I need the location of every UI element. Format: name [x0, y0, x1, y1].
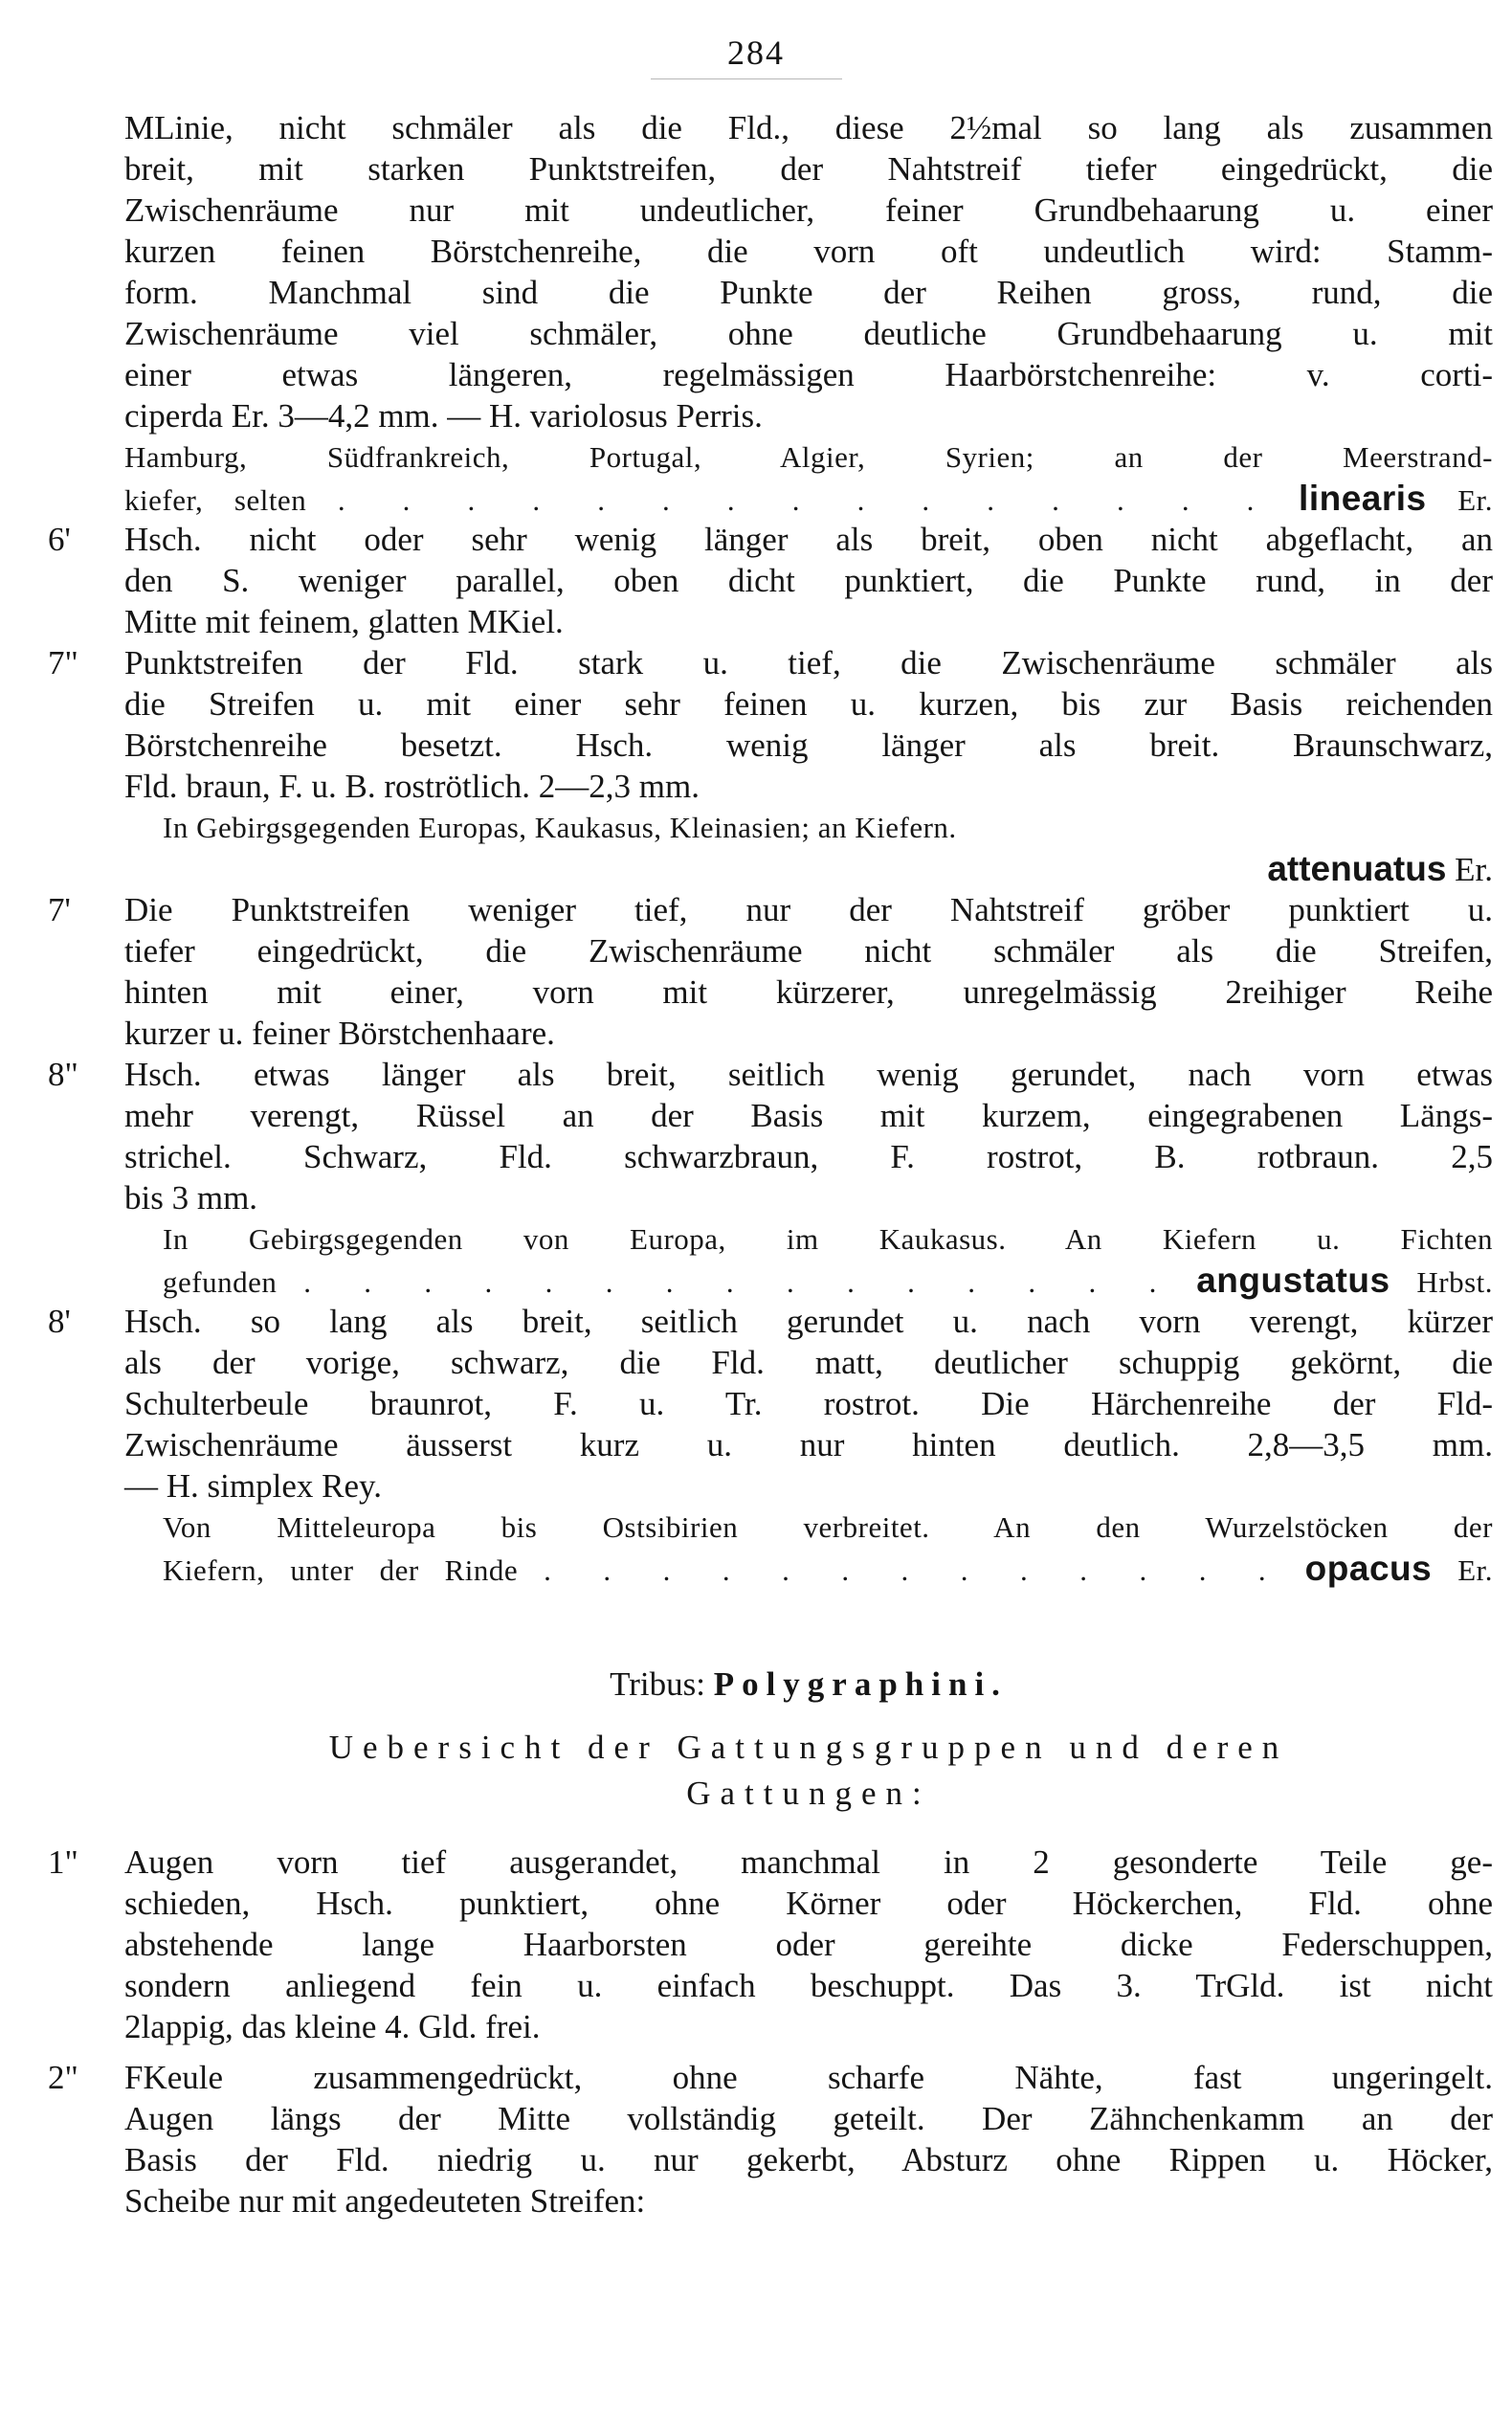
- couplet-key: 8": [48, 1056, 78, 1093]
- text-line: ciperda Er. 3—4,2 mm. — H. variolosus Perris.: [124, 397, 763, 435]
- locality-note: In Gebirgsgegenden von Europa, im Kaukasus. An Kiefern u. Fichten: [163, 1222, 1493, 1256]
- text-line: 7" Punktstreifen der Fld. stark u. tief, die Zwischenräume schmäler als: [48, 644, 1493, 681]
- species-author: Er.: [1455, 851, 1493, 888]
- tribus-label: Tribus:: [610, 1665, 705, 1703]
- text-line: Zwischenräume viel schmäler, ohne deutliche Grundbehaarung u. mit: [124, 315, 1493, 352]
- locality-note: kiefer, selten: [124, 483, 307, 517]
- tribus-name: Polygraphini.: [713, 1665, 1008, 1703]
- text-line: abstehende lange Haarborsten oder gereihte dicke Federschuppen,: [124, 1926, 1493, 1963]
- couplet-key: 2": [48, 2059, 78, 2096]
- species-author: Er.: [1457, 1553, 1494, 1587]
- species-name: opacus: [1304, 1549, 1433, 1588]
- locality-note: Von Mitteleuropa bis Ostsibirien verbreitet. An den Wurzelstöcken der: [163, 1510, 1493, 1544]
- couplet-key: 7': [48, 891, 71, 928]
- couplet-7b: [48, 889, 1493, 1054]
- text-line: mehr verengt, Rüssel an der Basis mit kurzem, eingegrabenen Längs-: [124, 1097, 1493, 1134]
- text-line: — H. simplex Rey.: [124, 1467, 382, 1505]
- page-number: 284: [727, 33, 785, 72]
- leader-dots: . . . . . . . . . . . . .: [544, 1553, 1279, 1587]
- text-line: 2" FKeule zusammengedrückt, ohne scharfe Nähte, fast ungeringelt.: [48, 2059, 1493, 2096]
- continuation-paragraph: [124, 107, 1493, 519]
- text-line: Fld. braun, F. u. B. roströtlich. 2—2,3 mm.: [124, 768, 700, 805]
- text-line: Basis der Fld. niedrig u. nur gekerbt, Absturz ohne Rippen u. Höcker,: [124, 2141, 1493, 2178]
- overview-heading: Uebersicht der Gattungsgruppen und deren: [328, 1729, 1289, 1766]
- couplet-key: 8': [48, 1303, 71, 1340]
- text-line: schieden, Hsch. punktiert, ohne Körner oder Höckerchen, Fld. ohne: [124, 1885, 1493, 1922]
- text-line: kurzen feinen Börstchenreihe, die vorn oft undeutlich wird: Stamm-: [124, 233, 1493, 270]
- text-line: als der vorige, schwarz, die Fld. matt, deutlicher schuppig gekörnt, die: [124, 1344, 1493, 1381]
- species-line: [163, 1548, 1493, 1589]
- overview-heading: Gattungen:: [686, 1775, 931, 1812]
- species-line: [124, 478, 1493, 519]
- text-line: Börstchenreihe besetzt. Hsch. wenig länger als breit. Braunschwarz,: [124, 726, 1493, 764]
- header-rule: [651, 78, 842, 79]
- text-line: 2lappig, das kleine 4. Gld. frei.: [124, 2008, 541, 2045]
- couplet-8b: [48, 1301, 1494, 1589]
- locality-note: gefunden: [163, 1265, 278, 1299]
- text-line: Mitte mit feinem, glatten MKiel.: [124, 603, 564, 640]
- species-name: linearis: [1299, 479, 1427, 518]
- text-line: hinten mit einer, vorn mit kürzerer, unregelmässig 2reihiger Reihe: [124, 973, 1493, 1011]
- couplet-7a: [48, 642, 1493, 889]
- text-line: 8' Hsch. so lang als breit, seitlich gerundet u. nach vorn verengt, kürzer: [48, 1303, 1493, 1340]
- couplet-8a: [48, 1054, 1494, 1301]
- text-line: breit, mit starken Punktstreifen, der Nahtstreif tiefer eingedrückt, die: [124, 150, 1493, 188]
- couplet-1a: [48, 1842, 1493, 2047]
- text-line: Zwischenräume äusserst kurz u. nur hinten deutlich. 2,8—3,5 mm.: [124, 1426, 1493, 1463]
- couplet-6b: [48, 519, 1493, 642]
- couplet-key: 6': [48, 521, 71, 558]
- text-line: Augen längs der Mitte vollständig geteilt. Der Zähnchenkamm an der: [124, 2100, 1493, 2137]
- text-line: 7' Die Punktstreifen weniger tief, nur der Nahtstreif gröber punktiert u.: [48, 891, 1493, 928]
- text-line: strichel. Schwarz, Fld. schwarzbraun, F. rostrot, B. rotbraun. 2,5: [124, 1138, 1493, 1175]
- text-line: Scheibe nur mit angedeuteten Streifen:: [124, 2182, 646, 2220]
- couplet-key: 7": [48, 644, 78, 681]
- leader-dots: . . . . . . . . . . . . . . .: [337, 483, 1268, 517]
- text-line: MLinie, nicht schmäler als die Fld., diese 2½mal so lang als zusammen: [124, 109, 1493, 146]
- locality-note: In Gebirgsgegenden Europas, Kaukasus, Kleinasien; an Kiefern.: [163, 811, 957, 844]
- species-author: Hrbst.: [1416, 1265, 1494, 1299]
- locality-note: Hamburg, Südfrankreich, Portugal, Algier, Syrien; an der Meerstrand-: [124, 440, 1493, 474]
- text-line: Schulterbeule braunrot, F. u. Tr. rostrot. Die Härchenreihe der Fld-: [124, 1385, 1493, 1422]
- text-line: sondern anliegend fein u. einfach beschuppt. Das 3. TrGld. ist nicht: [124, 1967, 1493, 2004]
- text-line: 6' Hsch. nicht oder sehr wenig länger als breit, oben nicht abgeflacht, an: [48, 521, 1493, 558]
- couplet-key: 1": [48, 1843, 78, 1881]
- text-line: den S. weniger parallel, oben dicht punktiert, die Punkte rund, in der: [124, 562, 1493, 599]
- species-line: [163, 1260, 1493, 1301]
- species-line: [124, 848, 1493, 889]
- text-line: die Streifen u. mit einer sehr feinen u. kurzen, bis zur Basis reichenden: [124, 685, 1493, 723]
- text-line: 8" Hsch. etwas länger als breit, seitlich wenig gerundet, nach vorn etwas: [48, 1056, 1493, 1093]
- species-name: angustatus: [1196, 1261, 1390, 1300]
- couplet-2a: [48, 2057, 1493, 2222]
- page-body: [48, 107, 1494, 2222]
- text-line: 1" Augen vorn tief ausgerandet, manchmal in 2 gesonderte Teile ge-: [48, 1843, 1493, 1881]
- text-line: kurzer u. feiner Börstchenhaare.: [124, 1015, 555, 1052]
- text-line: form. Manchmal sind die Punkte der Reihen gross, rund, die: [124, 274, 1493, 311]
- text-line: Zwischenräume nur mit undeutlicher, feiner Grundbehaarung u. einer: [124, 191, 1493, 229]
- text-line: einer etwas längeren, regelmässigen Haarbörstchenreihe: v. corti-: [124, 356, 1493, 393]
- species-author: Er.: [1457, 483, 1494, 517]
- locality-note: Kiefern, unter der Rinde: [163, 1553, 519, 1587]
- text-line: bis 3 mm.: [124, 1179, 258, 1217]
- tribus-heading: [124, 1656, 1493, 1713]
- species-name: attenuatus: [1267, 849, 1447, 888]
- leader-dots: . . . . . . . . . . . . . . .: [303, 1265, 1170, 1299]
- text-line: tiefer eingedrückt, die Zwischenräume nicht schmäler als die Streifen,: [124, 932, 1493, 970]
